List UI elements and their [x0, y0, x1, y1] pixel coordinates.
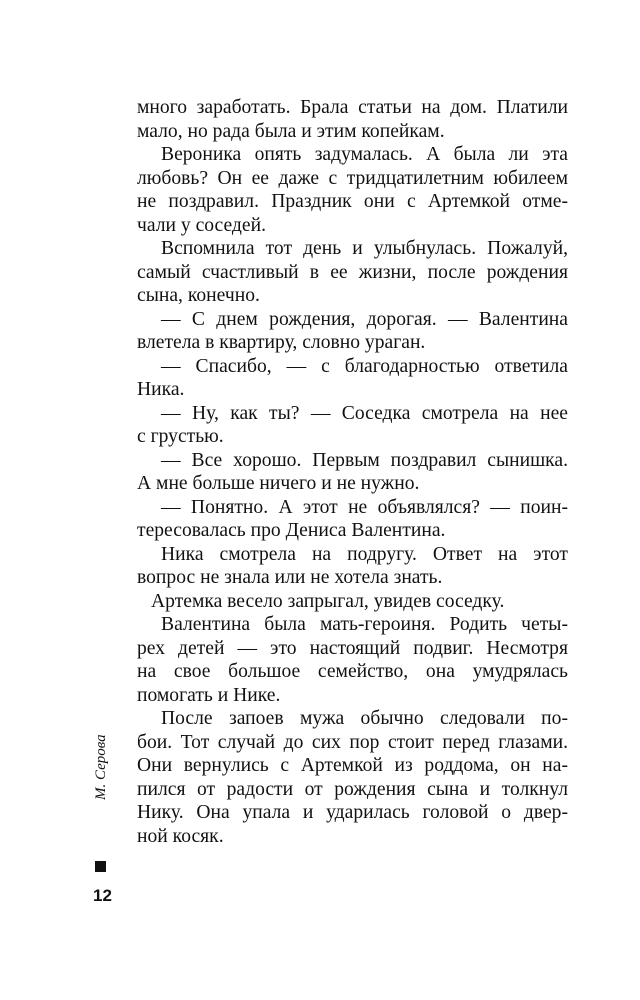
- text-line: вопрос не знала или не хотела знать.: [137, 567, 443, 588]
- text-line: Нику. Она упала и ударилась головой о двер-: [137, 802, 568, 823]
- text-line: Ника смотрела на подругу. Ответ на этот: [161, 543, 568, 565]
- author-name: М. Серова: [93, 734, 109, 800]
- body-text: [137, 96, 568, 848]
- text-line: После запоев мужа обычно следовали по-: [161, 708, 568, 729]
- text-line: Артемка весело запрыгал, увидев соседку.: [151, 590, 505, 612]
- text-line: не поздравил. Праздник они с Артемкой отме-: [137, 191, 568, 212]
- text-line: помогать и Нике.: [137, 684, 281, 706]
- text-line: Валентина была мать-героиня. Родить четы-: [161, 614, 568, 635]
- text-line: влетела в квартиру, словно ураган.: [137, 332, 426, 353]
- text-line: с грустью.: [137, 426, 224, 447]
- text-line: — Спасибо, — с благодарностью ответила: [161, 355, 568, 377]
- text-line: — Ну, как ты? — Соседка смотрела на нее: [161, 402, 568, 424]
- text-line: пился от радости от рождения сына и толкнул: [137, 778, 568, 800]
- text-line: — Все хорошо. Первым поздравил сынишка.: [161, 449, 568, 471]
- text-line: Вспомнила тот день и улыбнулась. Пожалуй,: [161, 238, 568, 259]
- text-line: на свое большое семейство, она умудрялась: [137, 661, 568, 682]
- square-marker-icon: [95, 861, 106, 872]
- text-line: — Понятно. А этот не объявлялся? — поин-: [161, 496, 568, 518]
- text-line: ной косяк.: [137, 825, 224, 847]
- text-line: много заработать. Брала статьи на дом. Платили: [137, 97, 568, 118]
- text-line: мало, но рада была и этим копейкам.: [137, 120, 445, 142]
- text-line: самый счастливый в ее жизни, после рождения: [137, 261, 568, 283]
- text-line: сына, конечно.: [137, 285, 260, 306]
- text-line: любовь? Он ее даже с тридцатилетним юбилеем: [137, 167, 568, 189]
- text-line: А мне больше ничего и не нужно.: [137, 473, 420, 494]
- text-line: — С днем рождения, дорогая. — Валентина: [161, 308, 568, 330]
- text-line: тересовалась про Дениса Валентина.: [137, 520, 446, 541]
- page-number: 12: [93, 886, 112, 905]
- text-line: рех детей — это настоящий подвиг. Несмотря: [137, 637, 568, 659]
- text-line: бои. Тот случай до сих пор стоит перед глазами.: [137, 731, 568, 753]
- text-line: чали у соседей.: [137, 214, 266, 236]
- text-line: Ника.: [137, 379, 185, 400]
- text-line: Вероника опять задумалась. А была ли эта: [161, 144, 568, 165]
- text-line: Они вернулись с Артемкой из роддома, он на-: [137, 755, 568, 776]
